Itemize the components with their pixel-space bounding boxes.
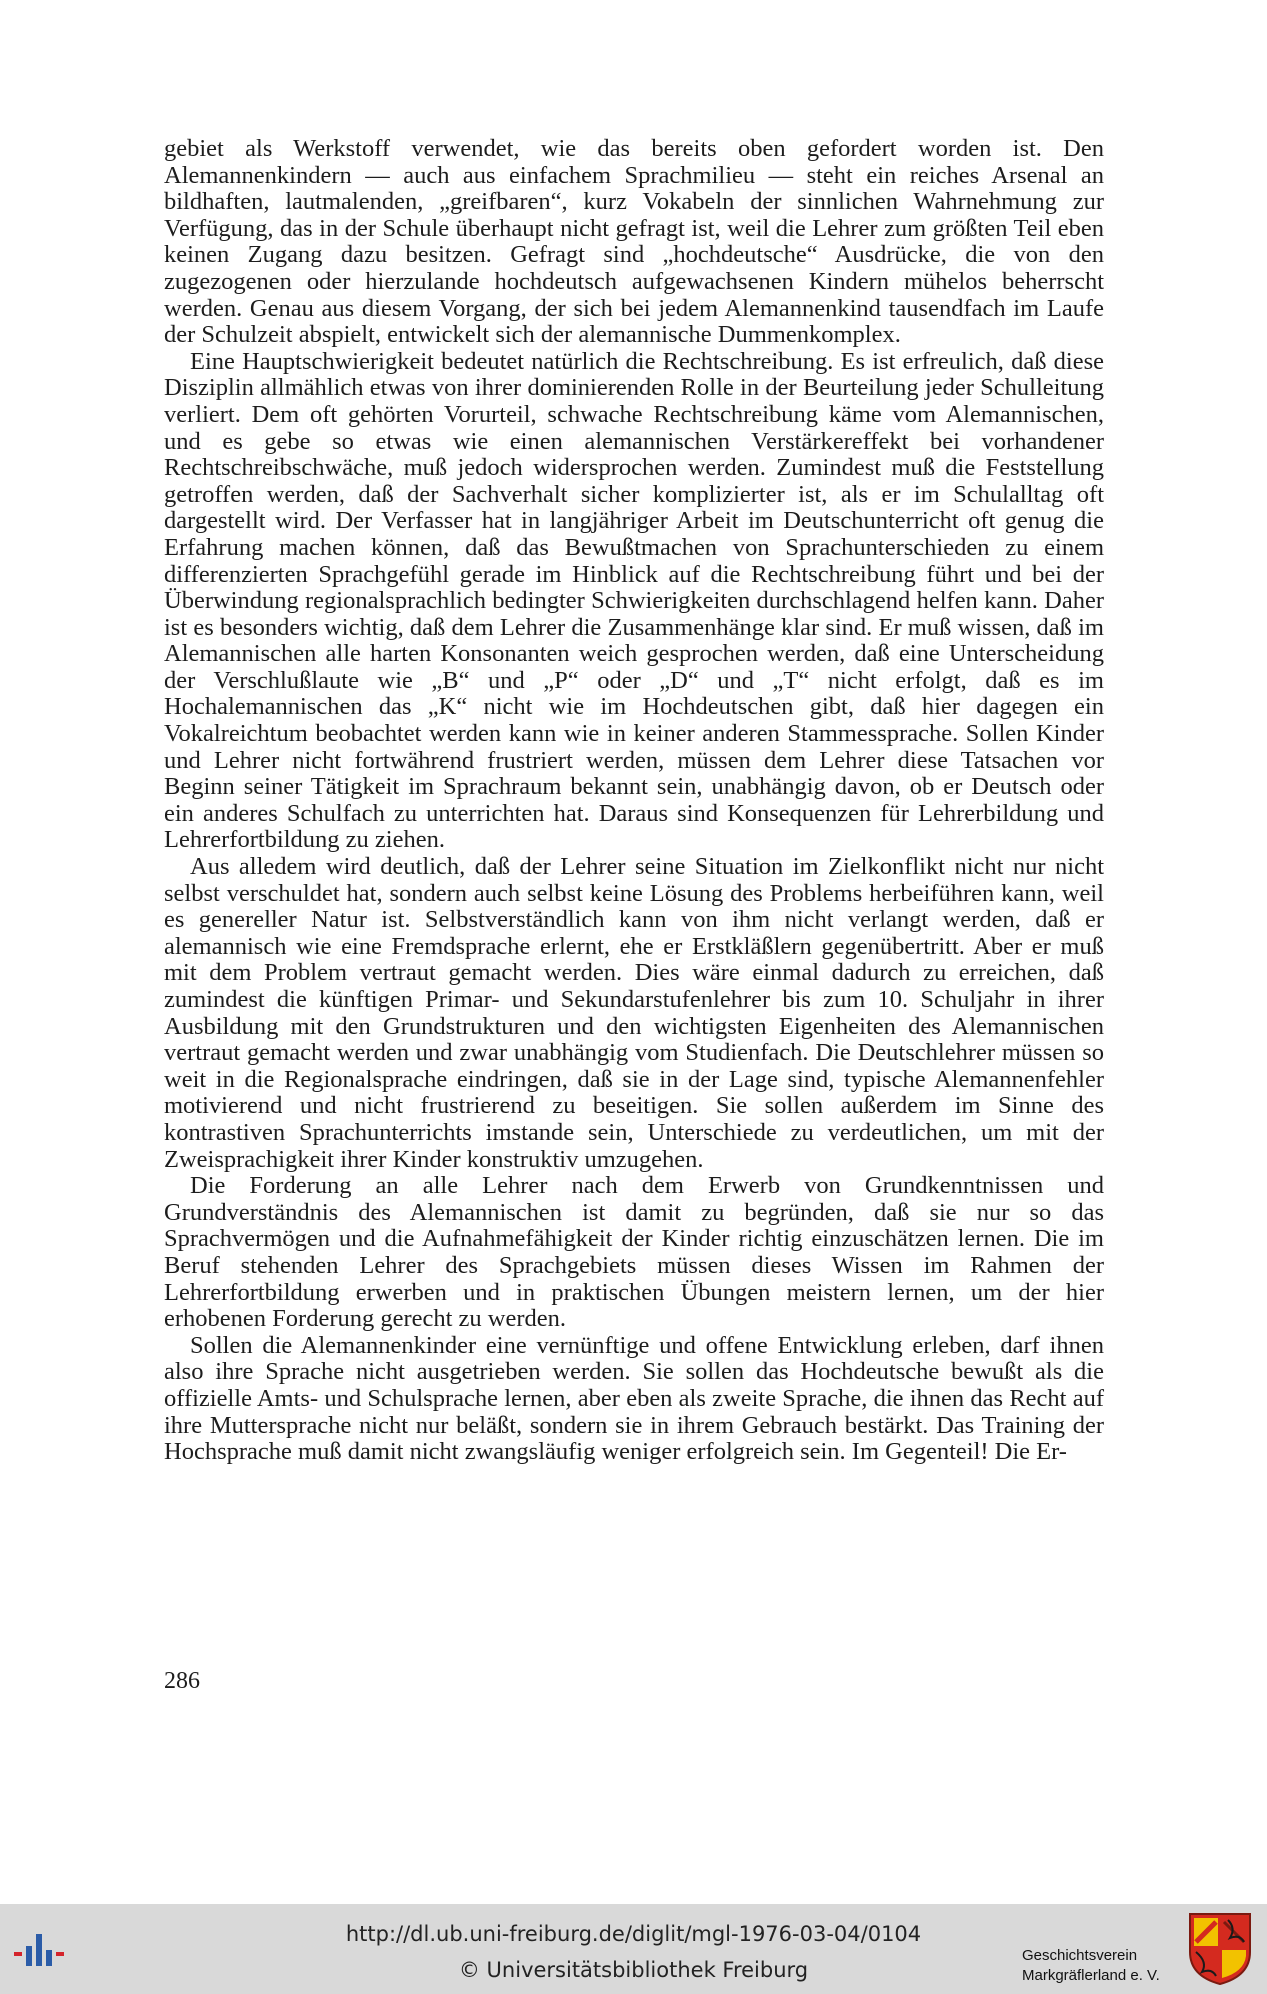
- permalink-url[interactable]: http://dl.ub.uni-freiburg.de/diglit/mgl-1976-03-04/0104: [345, 1922, 922, 1946]
- copyright-notice: © Universitätsbibliothek Freiburg: [458, 1958, 809, 1982]
- footer-bar: [0, 1904, 1267, 1994]
- body-text: [164, 136, 1104, 1466]
- paragraph: Aus alledem wird deutlich, daß der Lehrer seine Situation im Zielkonflikt nicht nur nicht selbst verschuldet hat, sondern auch selbst keine Lösung des Problems herbeiführen kann, weil es genereller Natur ist. Selbstverständlich kann von ihm nicht verlangt werden, daß er alemannisch wie eine Fremdsprache erlernt, ehe er Erstkläßlern gegenübertritt. Aber er muß mit dem Problem vertraut gemacht werden. Dies wäre einmal dadurch zu erreichen, daß zumindest die künftigen Primar- und Sekundarstufenlehrer bis zum 10. Schuljahr in ihrer Ausbildung mit den Grundstrukturen und den wichtigsten Eigenheiten des Alemannischen vertraut gemacht werden und zwar unabhängig vom Studienfach. Die Deutschlehrer müssen so weit in die Regionalsprache eindringen, daß sie in der Lage sind, typische Alemannenfehler motivierend und nicht frustrierend zu beseitigen. Sie sollen außerdem im Sinne des kontrastiven Sprachunterrichts imstande sein, Unterschiede zu verdeutlichen, um mit der Zweisprachigkeit ihrer Kinder konstruktiv umzugehen.: [164, 853, 1104, 1173]
- society-name-line2: Markgräflerland e. V.: [1022, 1967, 1160, 1984]
- society-name-line1: Geschichtsverein: [1022, 1947, 1138, 1964]
- paragraph: gebiet als Werkstoff verwendet, wie das bereits oben gefordert worden ist. Den Alemannenkindern — auch aus einfachem Sprachmilieu — steht ein reiches Arsenal an bildhaften, lautmalenden, „greifbaren“, kurz Vokabeln der sinnlichen Wahrnehmung zur Verfügung, das in der Schule überhaupt nicht gefragt ist, weil die Lehrer zum größten Teil eben keinen Zugang dazu besitzen. Gefragt sind „hochdeutsche“ Ausdrücke, die von den zugezogenen oder hierzulande hochdeutsch aufgewachsenen Kindern mühelos beherrscht werden. Genau aus diesem Vorgang, der sich bei jedem Alemannenkind tausendfach im Laufe der Schulzeit abspielt, entwickelt sich der alemannische Dummenkomplex.: [164, 135, 1104, 349]
- paragraph: Die Forderung an alle Lehrer nach dem Erwerb von Grundkenntnissen und Grundverständnis des Alemannischen ist damit zu begründen, daß sie nur so das Sprachvermögen und die Aufnahmefähigkeit der Kinder richtig einzuschätzen lernen. Die im Beruf stehenden Lehrer des Sprachgebiets müssen dieses Wissen im Rahmen der Lehrerfortbildung erwerben und in praktischen Übungen meistern lernen, um der hier erhobenen Forderung gerecht zu werden.: [164, 1172, 1104, 1333]
- paragraph: Eine Hauptschwierigkeit bedeutet natürlich die Rechtschreibung. Es ist erfreulich, daß diese Disziplin allmählich etwas von ihrer dominierenden Rolle in der Beurteilung jeder Schulleitung verliert. Dem oft gehörten Vorurteil, schwache Rechtschreibung käme vom Alemannischen, und es gebe so etwas wie einen alemannischen Verstärkereffekt bei vorhandener Rechtschreibschwäche, muß jedoch widersprochen werden. Zumindest muß die Feststellung getroffen werden, daß der Sachverhalt sicher komplizierter ist, als er im Schulalltag oft dargestellt wird. Der Verfasser hat in langjähriger Arbeit im Deutschunterricht oft genug die Erfahrung machen können, daß das Bewußtmachen von Sprachunterschieden zu einem differenzierten Sprachgefühl gerade im Hinblick auf die Rechtschreibung führt und bei der Überwindung regionalsprachlich bedingter Schwierigkeiten durchschlagend helfen kann. Daher ist es besonders wichtig, daß dem Lehrer die Zusammenhänge klar sind. Er muß wissen, daß im Alemannischen alle harten Konsonanten weich gesprochen werden, daß eine Unterscheidung der Verschlußlaute wie „B“ und „P“ oder „D“ und „T“ nicht erfolgt, daß es im Hochalemannischen das „K“ nicht wie im Hochdeutschen gibt, daß hier dagegen ein Vokalreichtum beobachtet werden kann wie in keiner anderen Stammessprache. Sollen Kinder und Lehrer nicht fortwährend frustriert werden, müssen dem Lehrer diese Tatsachen vor Beginn seiner Tätigkeit im Sprachraum bekannt sein, unabhängig davon, ob er Deutsch oder ein anderes Schulfach zu unterrichten hat. Daraus sind Konsequenzen für Lehrerbildung und Lehrerfortbildung zu ziehen.: [164, 347, 1104, 854]
- society-name: [1022, 1946, 1160, 1986]
- page-number: 286: [164, 1668, 200, 1694]
- markgraeflerland-crest-icon: [1188, 1912, 1252, 1986]
- paragraph: Sollen die Alemannenkinder eine vernünftige und offene Entwicklung erleben, darf ihnen also ihre Sprache nicht ausgetrieben werden. Sie sollen das Hochdeutsche bewußt als die offizielle Amts- und Schulsprache lernen, aber eben als zweite Sprache, die ihnen das Recht auf ihre Muttersprache nicht nur beläßt, sondern sie in ihrem Gebrauch bestärkt. Das Training der Hochsprache muß damit nicht zwangsläufig weniger erfolgreich sein. Im Gegenteil! Die Er-: [164, 1331, 1104, 1466]
